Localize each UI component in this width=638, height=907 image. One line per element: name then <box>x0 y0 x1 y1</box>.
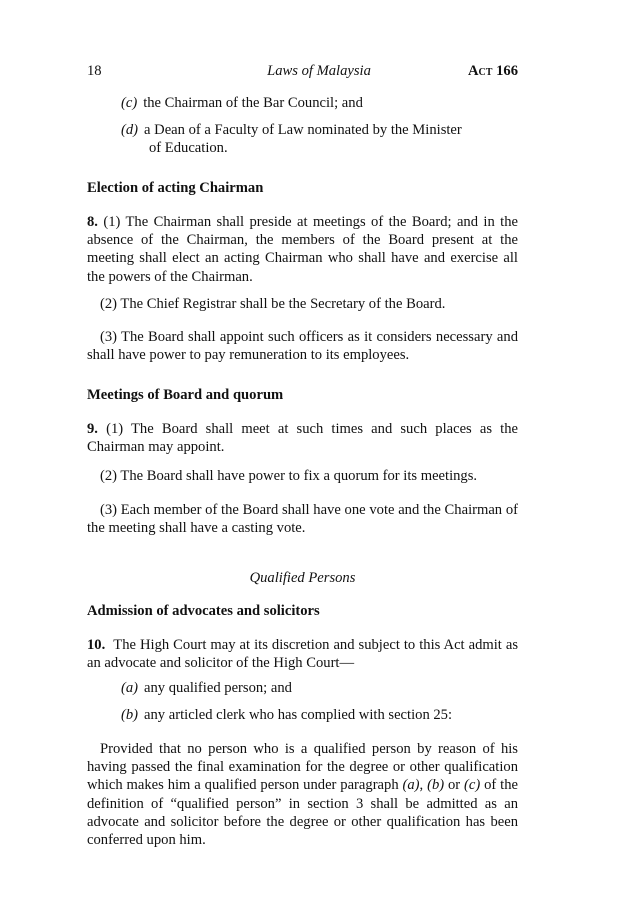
running-title: Laws of Malaysia <box>267 63 371 79</box>
paragraph-ref: (a) <box>402 777 420 794</box>
paragraph-text: of the definition of “qualified person” in section 3 shall be admitted as an advocate and solicitor before the degree or other qualification has been conferred upon him. <box>87 777 518 849</box>
list-item <box>121 706 518 724</box>
paragraph-text: (1) The Chairman shall preside at meetings of the Board; and in the absence of the Chairman, the members of the Board present at the meeting shall elect an acting Chairman who shall have and exercise all the powers of the Chairman. <box>87 214 518 285</box>
item-label: (a) <box>121 680 139 696</box>
paragraph-ref: (b) <box>427 777 445 794</box>
page-number: 18 <box>87 63 102 79</box>
section-9-paragraph-3: (3) Each member of the Board shall have one vote and the Chairman of the meeting shall have a casting vote. <box>87 502 518 537</box>
part-title: Qualified Persons <box>249 570 356 586</box>
section-8-paragraph-2: (2) The Chief Registrar shall be the Secretary of the Board. <box>100 296 446 312</box>
list-item <box>121 94 518 112</box>
list-item <box>121 679 518 697</box>
item-text: any articled clerk who has complied with section 25: <box>144 707 453 723</box>
proviso-paragraph <box>87 740 518 849</box>
item-text: a Dean of a Faculty of Law nominated by the Minister <box>144 122 462 138</box>
separator: , <box>419 777 428 794</box>
section-number: 10. <box>87 637 106 653</box>
section-heading: Election of acting Chairman <box>87 180 264 196</box>
list-item <box>121 121 518 157</box>
section-heading: Admission of advocates and solicitors <box>87 603 320 619</box>
section-number: 9. <box>87 421 98 437</box>
section-8-paragraph-1 <box>87 213 518 286</box>
paragraph-text: (1) The Board shall meet at such times and such places as the Chairman may appoint. <box>87 421 519 456</box>
paragraph-ref: (c) <box>464 777 481 794</box>
item-label: (b) <box>121 707 139 723</box>
paragraph-text: Provided that no person who is a qualified person by reason of his having passed the final examination for the degree or other qualification which makes him a qualified person under paragraph <box>87 741 518 794</box>
section-10-intro <box>87 636 518 672</box>
paragraph-text: The High Court may at its discretion and subject to this Act admit as an advocate and solicitor of the High Court— <box>87 637 519 672</box>
item-text: the Chairman of the Bar Council; and <box>143 95 363 111</box>
item-text-continued: of Education. <box>149 140 228 157</box>
separator: or <box>444 777 465 794</box>
item-label: (d) <box>121 122 139 138</box>
section-9-paragraph-1 <box>87 420 518 456</box>
act-number: Act 166 <box>468 63 518 79</box>
item-label: (c) <box>121 95 138 111</box>
section-heading: Meetings of Board and quorum <box>87 387 284 403</box>
section-number: 8. <box>87 214 98 230</box>
section-9-paragraph-2: (2) The Board shall have power to fix a quorum for its meetings. <box>100 468 478 484</box>
item-text: any qualified person; and <box>144 680 292 696</box>
section-8-paragraph-3: (3) The Board shall appoint such officers as it considers necessary and shall have power to pay remuneration to its employees. <box>87 329 518 364</box>
